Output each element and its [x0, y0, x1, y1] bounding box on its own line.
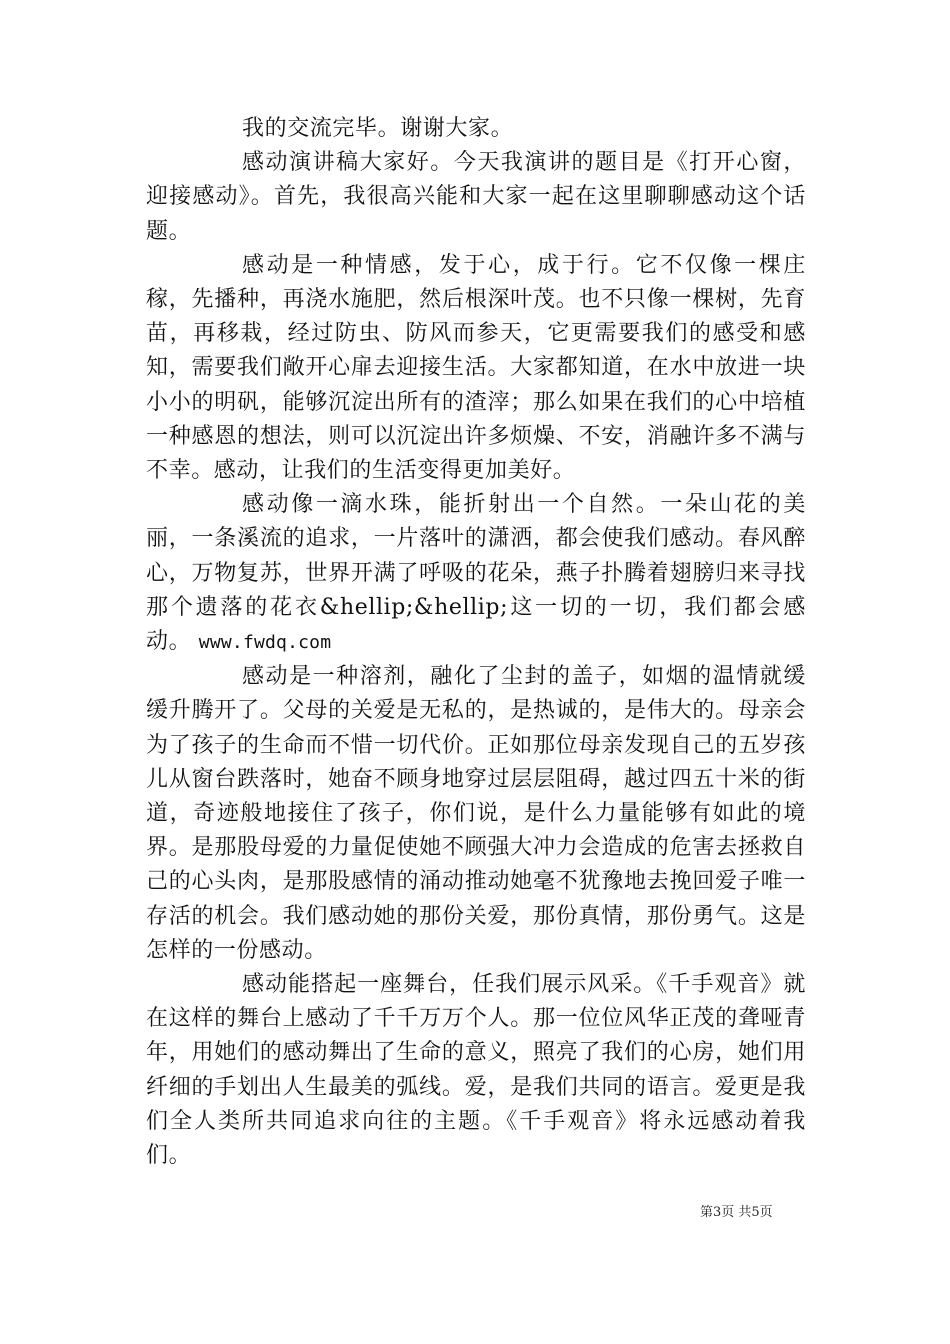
- paragraph-intro: 感动演讲稿大家好。今天我演讲的题目是《打开心窗，迎接感动》。首先，我很高兴能和大家一起在这里聊聊感动这个话题。: [146, 150, 806, 244]
- source-url-text: www.fwdq.com: [198, 632, 332, 654]
- paragraph-closing: 我的交流完毕。谢谢大家。: [242, 116, 514, 141]
- document-body: [146, 112, 806, 1173]
- paragraph-emotion: 感动是一种情感，发于心，成于行。它不仅像一棵庄稼，先播种，再浇水施肥，然后根深叶茂。也不只像一棵树，先育苗，再移栽，经过防虫、防风而参天，它更需要我们的感受和感知，需要我们敞开心扉去迎接生活。大家都知道，在水中放进一块小小的明矾，能够沉淀出所有的渣滓；那么如果在我们的心中培植一种感恩的想法，则可以沉淀出许多烦燥、不安，消融许多不满与不幸。感动，让我们的生活变得更加美好。: [146, 252, 806, 484]
- paragraph-solvent: 感动是一种溶剂，融化了尘封的盖子，如烟的温情就缓缓升腾开了。父母的关爱是无私的，是热诚的，是伟大的。母亲会为了孩子的生命而不惜一切代价。正如那位母亲发现自己的五岁孩儿从窗台跌落时，她奋不顾身地穿过层层阻碍，越过四五十米的街道，奇迹般地接住了孩子，你们说，是什么力量能够有如此的境界。是那股母爱的力量促使她不顾强大冲力会造成的危害去拯救自己的心头肉，是那股感情的涌动推动她毫不犹豫地去挽回爱子唯一存活的机会。我们感动她的那份关爱，那份真情，那份勇气。这是怎样的一份感动。: [146, 664, 806, 963]
- paragraph-stage: 感动能搭起一座舞台，任我们展示风采。《千手观音》就在这样的舞台上感动了千千万万个人。那一位位风华正茂的聋哑青年，用她们的感动舞出了生命的意义，照亮了我们的心房，她们用纤细的手划出人生最美的弧线。爱，是我们共同的语言。爱更是我们全人类所共同追求向往的主题。《千手观音》将永远感动着我们。: [146, 972, 806, 1169]
- paragraph-waterdrop: [146, 488, 806, 660]
- paragraph-waterdrop-text: 感动像一滴水珠，能折射出一个自然。一朵山花的美丽，一条溪流的追求，一片落叶的潇洒，都会使我们感动。春风醉心，万物复苏，世界开满了呼吸的花朵，燕子扑腾着翅膀归来寻找那个遗落的花衣&hellip;&hellip;这一切的一切，我们都会感动。: [146, 492, 806, 655]
- page-number-footer: 第3页 共5页: [700, 1205, 773, 1220]
